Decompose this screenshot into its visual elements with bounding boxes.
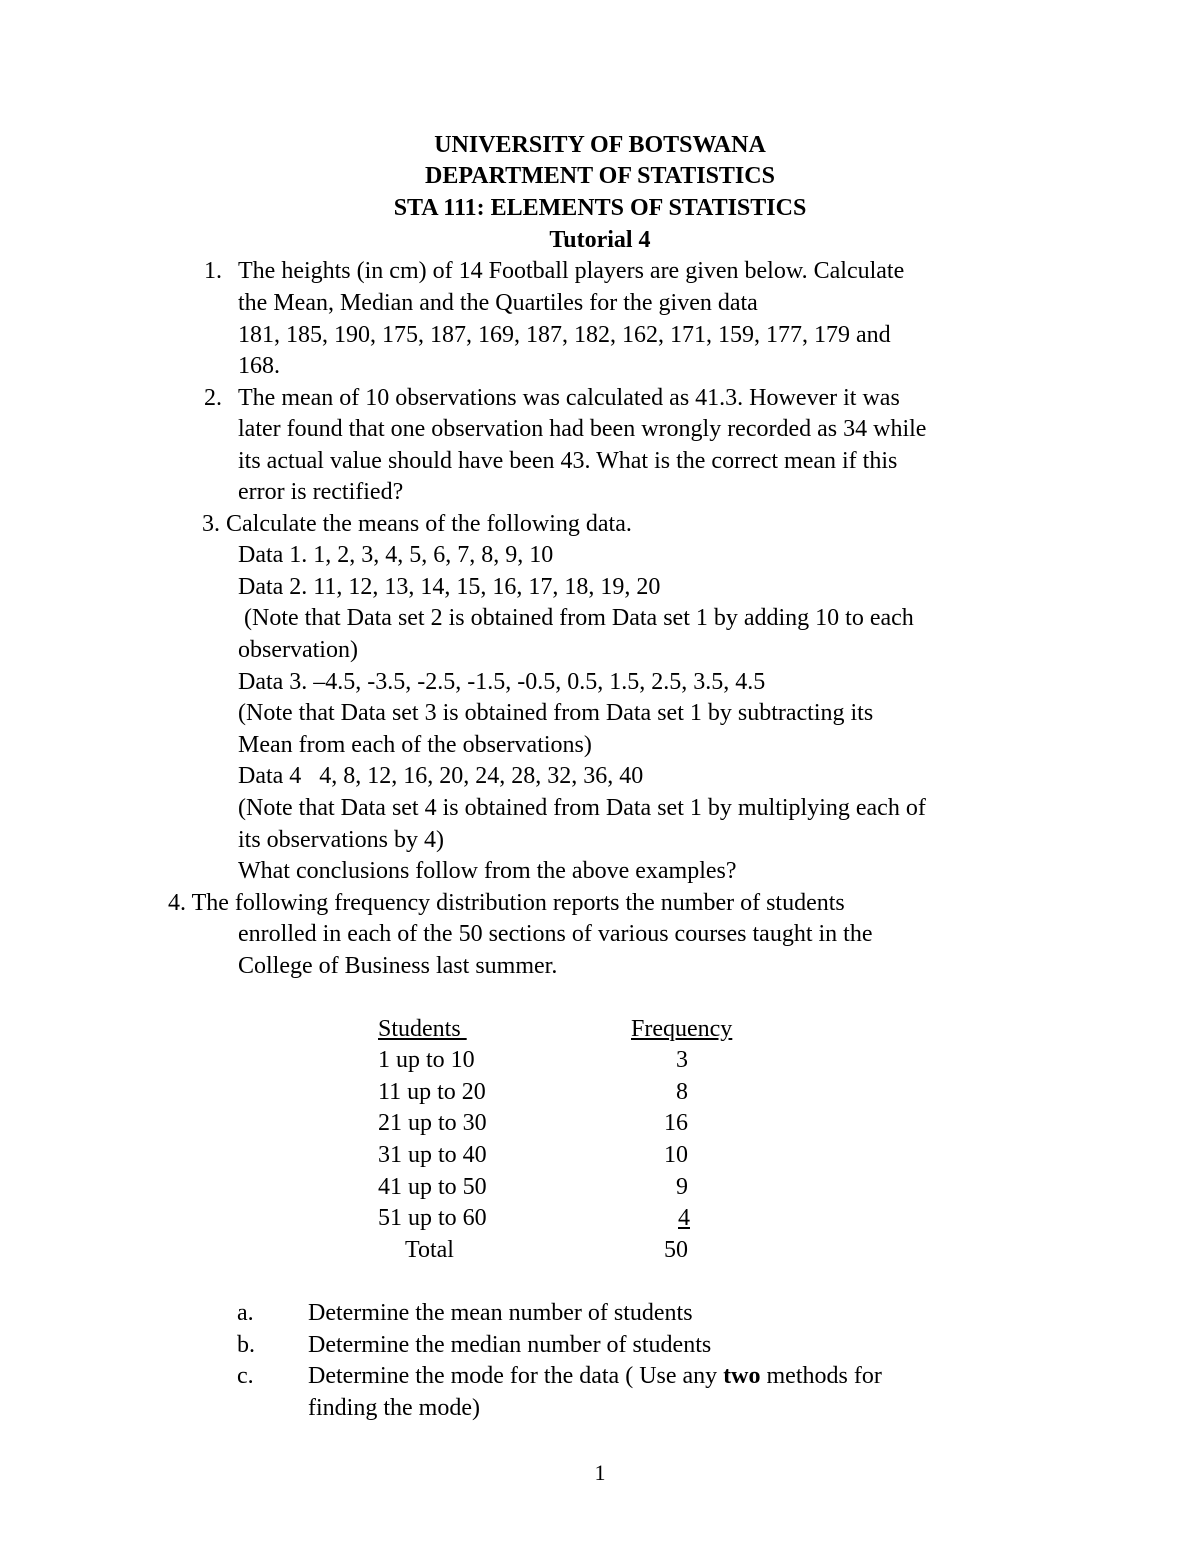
- q1-line: 181, 185, 190, 175, 187, 169, 187, 182, 162, 171, 159, 177, 179 and: [238, 322, 891, 348]
- university-title: UNIVERSITY OF BOTSWANA: [434, 132, 766, 158]
- q3-line: Data 4 4, 8, 12, 16, 20, 24, 28, 32, 36, 40: [238, 763, 644, 789]
- q4-intro: 4. The following frequency distribution reports the number of students: [168, 890, 845, 916]
- table-cell-class: 31 up to 40: [378, 1142, 487, 1168]
- table-cell-class: 1 up to 10: [378, 1047, 475, 1073]
- part-text-pre: Determine the mode for the data ( Use any: [308, 1363, 724, 1389]
- table-header-frequency: Frequency: [631, 1016, 733, 1042]
- part-text-bold: two: [723, 1363, 761, 1389]
- q1-line: The heights (in cm) of 14 Football players are given below. Calculate: [238, 258, 905, 284]
- table-total-label: Total: [405, 1237, 454, 1263]
- q3-line: Data 2. 11, 12, 13, 14, 15, 16, 17, 18, 19, 20: [238, 574, 661, 600]
- q3-line: its observations by 4): [238, 827, 444, 853]
- part-label: c.: [237, 1363, 254, 1389]
- q3-line: (Note that Data set 2 is obtained from Data set 1 by adding 10 to each: [238, 605, 914, 631]
- table-cell-frequency: 16: [664, 1110, 688, 1136]
- q3-line: What conclusions follow from the above examples?: [238, 858, 737, 884]
- page-number: 1: [594, 1460, 606, 1485]
- q2-line: its actual value should have been 43. What is the correct mean if this: [238, 448, 898, 474]
- q3-line: Data 1. 1, 2, 3, 4, 5, 6, 7, 8, 9, 10: [238, 542, 554, 568]
- part-label: a.: [237, 1300, 254, 1326]
- q3-line: (Note that Data set 4 is obtained from Data set 1 by multiplying each of: [238, 795, 926, 821]
- table-header-students: Students: [378, 1016, 467, 1042]
- q1-line: the Mean, Median and the Quartiles for the given data: [238, 290, 758, 316]
- table-cell-class: 21 up to 30: [378, 1110, 487, 1136]
- q3-line: Mean from each of the observations): [238, 732, 592, 758]
- q2-line: The mean of 10 observations was calculated as 41.3. However it was: [238, 385, 900, 411]
- q3-line: (Note that Data set 3 is obtained from Data set 1 by subtracting its: [238, 700, 874, 726]
- course-title: STA 111: ELEMENTS OF STATISTICS: [393, 195, 807, 221]
- table-cell-frequency: 9: [676, 1174, 688, 1200]
- table-cell-class: 11 up to 20: [378, 1079, 486, 1105]
- q3-line: observation): [238, 637, 358, 663]
- part-text: Determine the median number of students: [308, 1332, 712, 1358]
- tutorial-title: Tutorial 4: [549, 227, 651, 253]
- table-cell-frequency: 8: [676, 1079, 688, 1105]
- q1-line: 168.: [238, 353, 280, 379]
- part-text: [308, 1362, 882, 1390]
- q4-line: College of Business last summer.: [238, 953, 558, 979]
- q4-line: enrolled in each of the 50 sections of various courses taught in the: [238, 921, 873, 947]
- part-text-post: methods for: [760, 1363, 882, 1389]
- part-text: finding the mode): [308, 1395, 480, 1421]
- q1-number: 1.: [204, 258, 222, 284]
- q3-intro: 3. Calculate the means of the following data.: [202, 511, 632, 537]
- q2-line: later found that one observation had been wrongly recorded as 34 while: [238, 416, 927, 442]
- part-text: Determine the mean number of students: [308, 1300, 693, 1326]
- q2-number: 2.: [204, 385, 222, 411]
- table-cell-frequency: 4: [678, 1205, 690, 1231]
- table-cell-frequency: 3: [676, 1047, 688, 1073]
- part-label: b.: [237, 1332, 255, 1358]
- table-cell-class: 41 up to 50: [378, 1174, 487, 1200]
- q2-line: error is rectified?: [238, 479, 404, 505]
- table-cell-frequency: 10: [664, 1142, 688, 1168]
- department-title: DEPARTMENT OF STATISTICS: [425, 163, 775, 189]
- table-cell-class: 51 up to 60: [378, 1205, 487, 1231]
- table-total-value: 50: [664, 1237, 688, 1263]
- q3-line: Data 3. –4.5, -3.5, -2.5, -1.5, -0.5, 0.5, 1.5, 2.5, 3.5, 4.5: [238, 669, 766, 695]
